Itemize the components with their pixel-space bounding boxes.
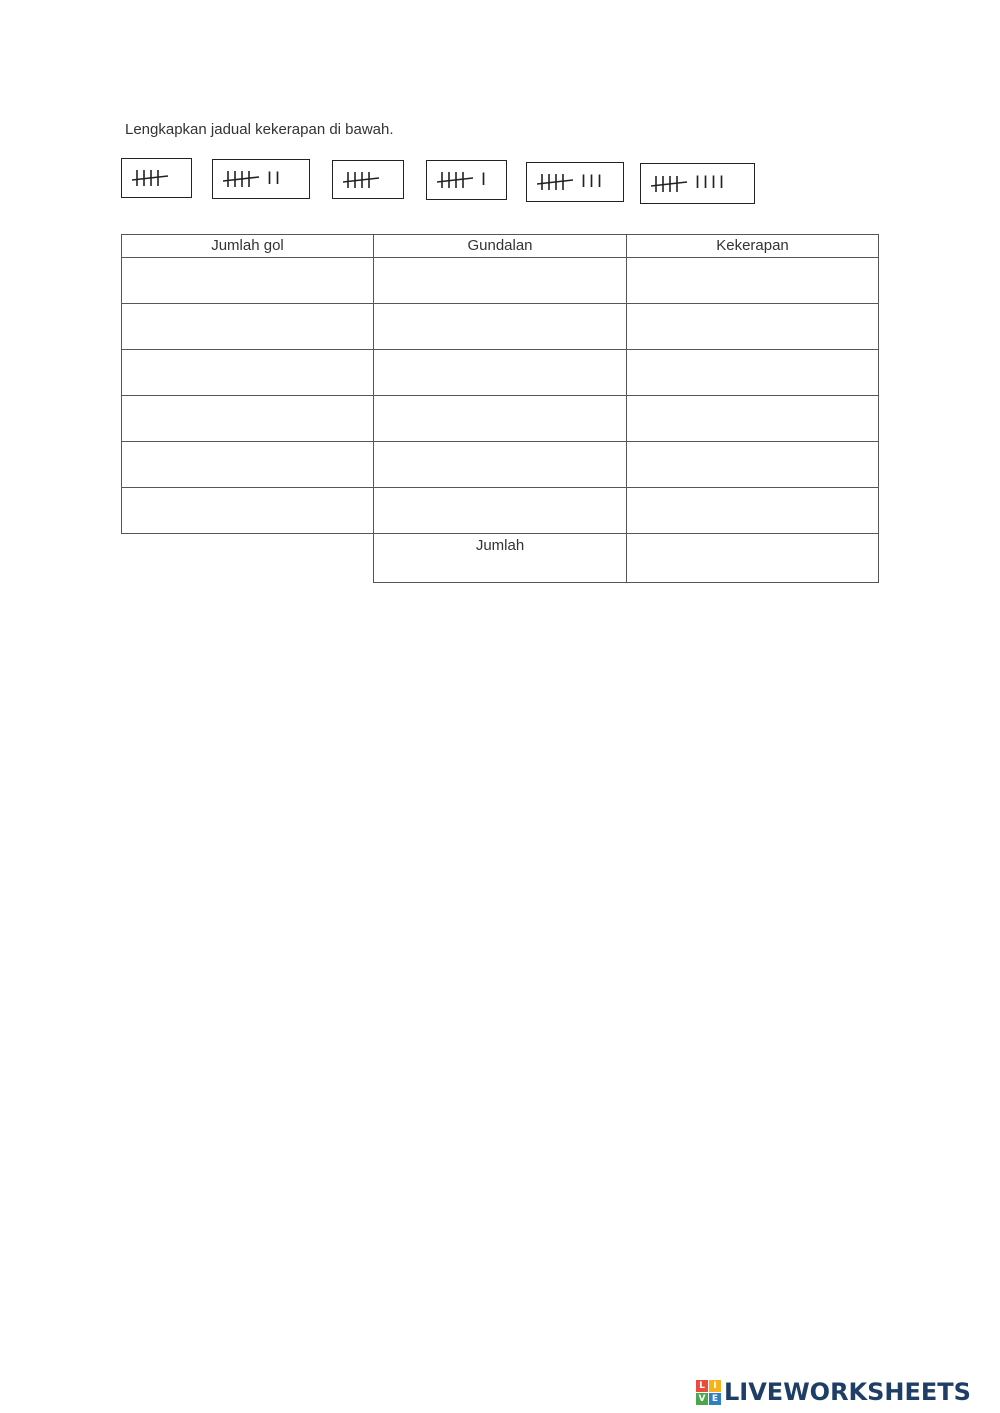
tally-cell[interactable] [374, 258, 627, 304]
tally-box-3 [332, 160, 404, 199]
header-gundalan: Gundalan [374, 235, 627, 258]
tally-box-4 [426, 160, 507, 200]
tally-five-mark [132, 167, 170, 189]
logo-letter: V [696, 1393, 708, 1405]
goal-count-cell[interactable] [122, 442, 374, 488]
tally-extra: III [581, 171, 606, 192]
tally-five-mark [223, 168, 261, 190]
frequency-table [121, 234, 879, 583]
frequency-cell[interactable] [627, 442, 879, 488]
tally-box-1 [121, 158, 192, 198]
goal-count-cell[interactable] [122, 488, 374, 534]
frequency-cell[interactable] [627, 258, 879, 304]
table-row [122, 396, 879, 442]
table-row [122, 350, 879, 396]
tally-box-2 [212, 159, 310, 199]
table-row [122, 488, 879, 534]
frequency-cell[interactable] [627, 396, 879, 442]
frequency-cell[interactable] [627, 488, 879, 534]
goal-count-cell[interactable] [122, 304, 374, 350]
frequency-cell[interactable] [627, 350, 879, 396]
empty-cell [122, 534, 374, 583]
table-row [122, 442, 879, 488]
tally-cell[interactable] [374, 304, 627, 350]
tally-extra: II [267, 168, 284, 189]
tally-cell[interactable] [374, 396, 627, 442]
tally-five-mark [537, 171, 575, 193]
tally-extra: I [481, 169, 490, 190]
total-row [122, 534, 879, 583]
table-row [122, 258, 879, 304]
instruction-text: Lengkapkan jadual kekerapan di bawah. [125, 121, 394, 138]
logo-letter: L [696, 1380, 708, 1392]
tally-box-5 [526, 162, 624, 202]
tally-cell[interactable] [374, 350, 627, 396]
total-frequency-cell[interactable] [627, 534, 879, 583]
goal-count-cell[interactable] [122, 258, 374, 304]
header-kekerapan: Kekerapan [627, 235, 879, 258]
tally-five-mark [651, 173, 689, 195]
header-jumlah-gol: Jumlah gol [122, 235, 374, 258]
goal-count-cell[interactable] [122, 350, 374, 396]
logo-icon [696, 1380, 721, 1405]
tally-box-6 [640, 163, 755, 204]
tally-five-mark [437, 169, 475, 191]
table-row [122, 304, 879, 350]
tally-cell[interactable] [374, 488, 627, 534]
tally-extra: IIII [695, 173, 728, 193]
tally-five-mark [343, 169, 381, 191]
frequency-cell[interactable] [627, 304, 879, 350]
goal-count-cell[interactable] [122, 396, 374, 442]
tally-cell[interactable] [374, 442, 627, 488]
logo-letter: I [709, 1380, 721, 1392]
logo-text: LIVEWORKSHEETS [724, 1378, 971, 1406]
liveworksheets-logo [696, 1378, 971, 1406]
logo-letter: E [709, 1393, 721, 1405]
table-header-row [122, 235, 879, 258]
total-label: Jumlah [374, 534, 627, 583]
